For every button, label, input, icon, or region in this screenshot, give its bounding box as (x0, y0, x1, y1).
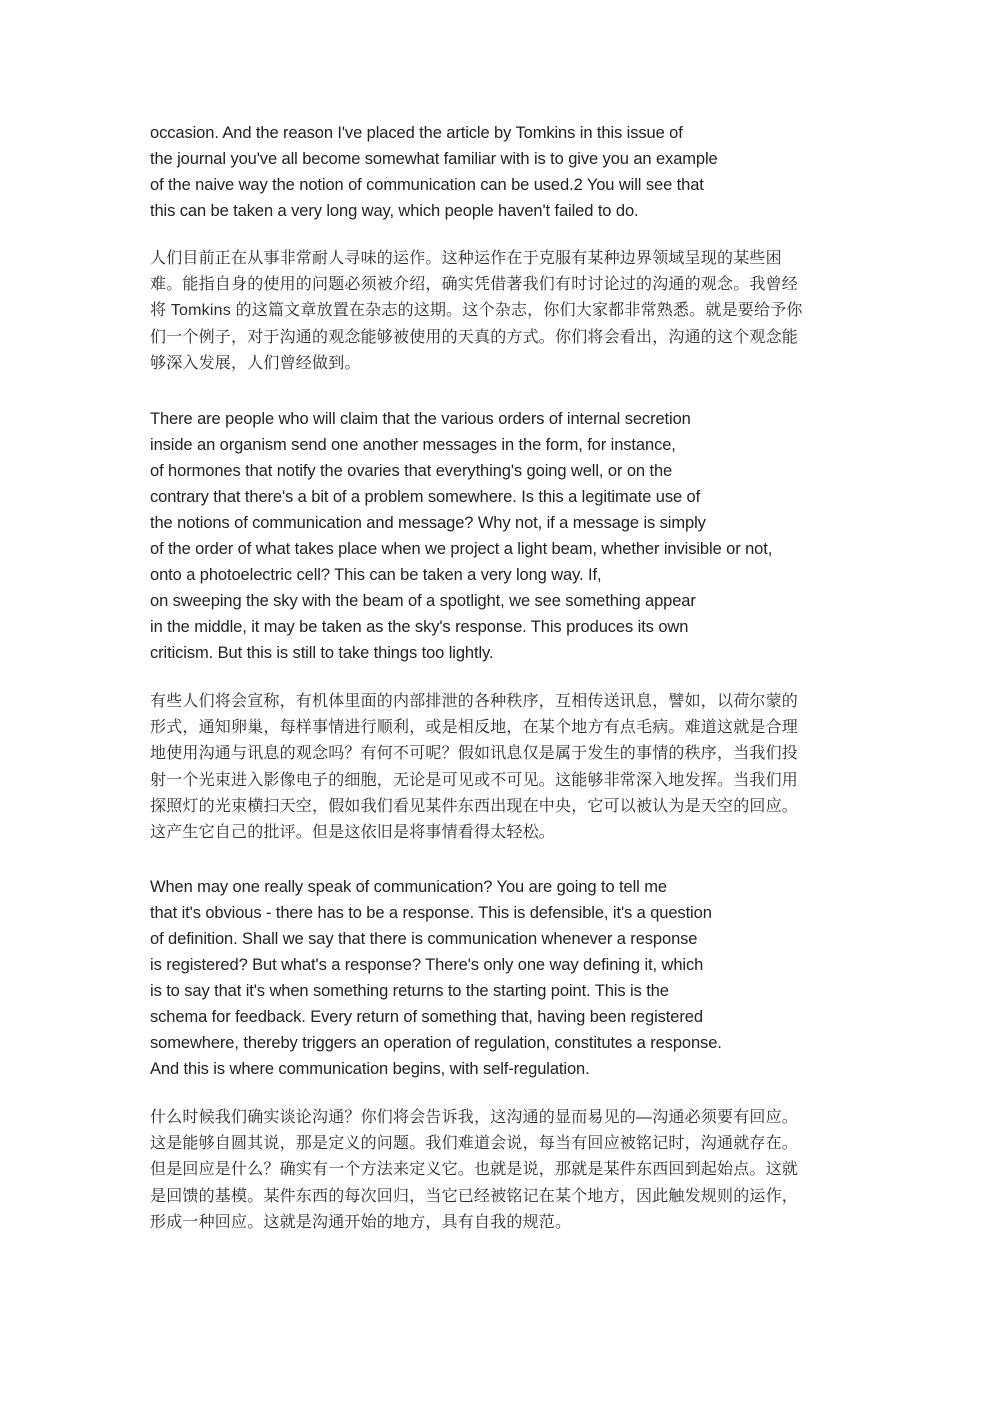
text-line: 射一个光束进入影像电子的细胞，无论是可见或不可见。这能够非常深入地发挥。当我们用 (150, 771, 799, 789)
text-line: inside an organism send one another messages in the form, for instance, (150, 436, 676, 454)
text-line: And this is where communication begins, with self-regulation. (150, 1060, 590, 1078)
text-line: the notions of communication and message? Why not, if a message is simply (150, 514, 706, 532)
text-line: this can be taken a very long way, which people haven't failed to do. (150, 202, 639, 220)
text-line: 形式，通知卵巢，每样事情进行顺利，或是相反地，在某个地方有点毛病。难道这就是合理 (150, 719, 799, 737)
paragraph-chinese-1 (150, 246, 803, 377)
text-line: 难。能指自身的使用的问题必须被介绍，确实凭借著我们有时讨论过的沟通的观念。我曾经 (150, 276, 799, 294)
text-line: schema for feedback. Every return of something that, having been registered (150, 1008, 703, 1026)
text-line: 够深入发展，人们曾经做到。 (150, 354, 361, 372)
text-line: of the order of what takes place when we project a light beam, whether invisible or not, (150, 540, 773, 558)
paragraph-english-1 (150, 120, 718, 224)
text-line: on sweeping the sky with the beam of a spotlight, we see something appear (150, 592, 696, 610)
text-line: of the naive way the notion of communication can be used.2 You will see that (150, 176, 704, 194)
text-line: 这是能够自圆其说，那是定义的问题。我们难道会说，每当有回应被铭记时，沟通就存在。 (150, 1135, 799, 1153)
paragraph-english-2 (150, 406, 772, 666)
text-line: is registered? But what's a response? There's only one way defining it, which (150, 956, 704, 974)
text-line: occasion. And the reason I've placed the article by Tomkins in this issue of (150, 124, 683, 142)
text-line: of hormones that notify the ovaries that everything's going well, or on the (150, 462, 673, 480)
text-line: 地使用沟通与讯息的观念吗？有何不可呢？假如讯息仅是属于发生的事情的秩序，当我们投 (150, 745, 799, 763)
text-line: onto a photoelectric cell? This can be taken a very long way. If, (150, 566, 602, 584)
text-line: 们一个例子，对于沟通的观念能够被使用的天真的方式。你们将会看出，沟通的这个观念能 (150, 328, 799, 346)
text-line: 什么时候我们确实谈论沟通？你们将会告诉我，这沟通的显而易见的—沟通必须要有回应。 (150, 1109, 799, 1126)
text-line: There are people who will claim that the various orders of internal secretion (150, 410, 691, 428)
paragraph-english-3 (150, 874, 722, 1082)
text-line: that it's obvious - there has to be a response. This is defensible, it's a question (150, 904, 712, 922)
text-line: of definition. Shall we say that there is communication whenever a response (150, 930, 698, 948)
text-line: contrary that there's a bit of a problem somewhere. Is this a legitimate use of (150, 488, 701, 506)
paragraph-chinese-3 (150, 1105, 798, 1236)
text-line: 这产生它自己的批评。但是这依旧是将事情看得太轻松。 (150, 824, 556, 842)
text-line: criticism. But this is still to take things too lightly. (150, 644, 494, 662)
text-line: 将 Tomkins 的这篇文章放置在杂志的这期。这个杂志，你们大家都非常熟悉。就是要给予你 (150, 302, 803, 320)
text-line: 是回馈的基模。某件东西的每次回归，当它已经被铭记在某个地方，因此触发规则的运作， (150, 1187, 799, 1205)
text-line: 探照灯的光束横扫天空，假如我们看见某件东西出现在中央，它可以被认为是天空的回应。 (150, 797, 799, 815)
text-line: is to say that it's when something returns to the starting point. This is the (150, 982, 669, 1000)
paragraph-chinese-2 (150, 689, 798, 846)
text-line: 有些人们将会宣称，有机体里面的内部排泄的各种秩序，互相传送讯息，譬如，以荷尔蒙的 (150, 693, 799, 710)
text-line: 但是回应是什么？确实有一个方法来定义它。也就是说，那就是某件东西回到起始点。这就 (150, 1161, 799, 1179)
text-line: When may one really speak of communication? You are going to tell me (150, 878, 667, 896)
text-line: the journal you've all become somewhat familiar with is to give you an example (150, 150, 718, 168)
text-line: somewhere, thereby triggers an operation of regulation, constitutes a response. (150, 1034, 722, 1052)
text-line: 形成一种回应。这就是沟通开始的地方，具有自我的规范。 (150, 1213, 572, 1231)
text-line: in the middle, it may be taken as the sky's response. This produces its own (150, 618, 689, 636)
text-line: 人们目前正在从事非常耐人寻味的运作。这种运作在于克服有某种边界领域呈现的某些困 (150, 250, 782, 267)
